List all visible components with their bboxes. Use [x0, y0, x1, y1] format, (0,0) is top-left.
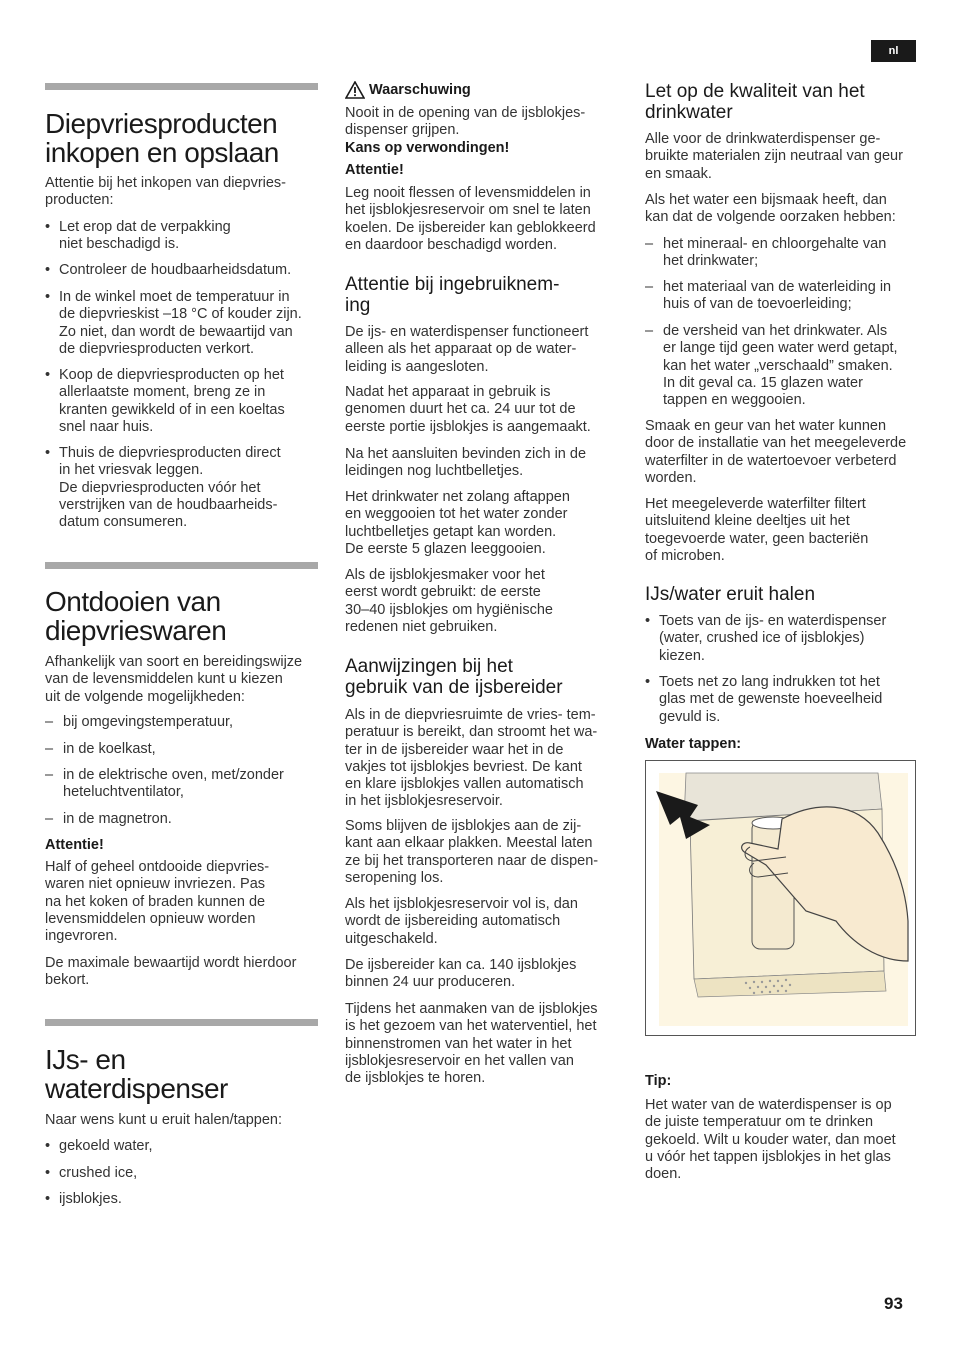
- attention-text: Leg nooit flessen of levensmiddelen in het ijsblokjesreservoir om snel te laten koelen. De ijsbereider kan geblokkeerd en daardoor beschadigd worden.: [345, 185, 596, 253]
- list-item: – bij omgevingstemperatuur,: [45, 714, 234, 730]
- tip-label: Tip:: [645, 1073, 672, 1089]
- attention-label: Attentie!: [345, 162, 404, 178]
- warning-bold: Kans op verwondingen!: [345, 140, 510, 156]
- paragraph: De ijs- en waterdispenser functioneert alleen als het apparaat op de water- leiding is aangesloten.: [345, 324, 589, 375]
- intro-text: Afhankelijk van soort en bereidingswijze van de levensmiddelen kunt u kiezen uit de volgende mogelijkheden:: [45, 654, 303, 705]
- list-item: • Toets net zo lang indrukken tot het glas met de gewenste hoeveelheid gevuld is.: [645, 674, 883, 725]
- paragraph: Smaak en geur van het water kunnen door de installatie van het meegeleverde waterfilter in de watertoevoer verbeterd worden.: [645, 418, 907, 486]
- section-divider: [45, 1019, 318, 1026]
- section-divider: [45, 83, 318, 90]
- list-item: • ijsblokjes.: [45, 1191, 122, 1207]
- closing-text: De maximale bewaartijd wordt hierdoor bekort.: [45, 955, 297, 989]
- paragraph: Na het aansluiten bevinden zich in de leidingen nog luchtbelletjes.: [345, 446, 587, 480]
- list-item: • Controleer de houdbaarheidsdatum.: [45, 262, 292, 278]
- warning-text: Nooit in de opening van de ijsblokjes- dispenser grijpen.: [345, 105, 586, 139]
- paragraph: Het meegeleverde waterfilter filtert uitsluitend kleine deeltjes uit het toegevoerde water, geen bacteriën of microben.: [645, 496, 869, 564]
- subsection-title: IJs/water eruit halen: [645, 584, 816, 605]
- list-item: – in de elektrische oven, met/zonder heteluchtventilator,: [45, 767, 284, 801]
- language-tag: nl: [871, 40, 916, 62]
- subsection-title: Aanwijzingen bij het gebruik van de ijsbereider: [345, 656, 563, 698]
- paragraph: Als in de diepvriesruimte de vries- tem- peratuur is bereikt, dan stroomt het wa- ter in de ijsbereider waar het in de vakjes tot ijsblokjes bevriest. De kant en klare ijsblokjes vallen automatisch in het ijsblokjesreservoir.: [345, 707, 598, 810]
- figure-label: Water tappen:: [645, 736, 742, 752]
- paragraph: Soms blijven de ijsblokjes aan de zij- kant aan elkaar plakken. Meestal laten ze bij het transporteren naar de dispen- seropening los.: [345, 818, 599, 886]
- list-item: – het materiaal van de waterleiding in huis of van de toevoerleiding;: [645, 279, 892, 313]
- list-item: – in de koelkast,: [45, 741, 156, 757]
- section-divider: [45, 562, 318, 569]
- list-item: • gekoeld water,: [45, 1138, 153, 1154]
- paragraph: Als de ijsblokjesmaker voor het eerst wordt gebruikt: de eerste 30–40 ijsblokjes om hygiënische redenen niet gebruiken.: [345, 567, 553, 635]
- paragraph: Nadat het apparaat in gebruik is genomen duurt het ca. 24 uur tot de eerste portie ijsblokjes is aangemaakt.: [345, 384, 591, 435]
- section-title-thawing: Ontdooien van diepvrieswaren: [45, 586, 227, 646]
- list-item: – de versheid van het drinkwater. Als er lange tijd geen water werd getapt, kan het water „verschaald” smaken. In dit geval ca. 15 glazen water tappen en weggooien.: [645, 323, 898, 409]
- paragraph: Tijdens het aanmaken van de ijsblokjes is het gezoem van het waterventiel, het binnenstromen van het water in het ijsblokjesreservoir en het vallen van de ijsblokjes te horen.: [345, 1001, 598, 1087]
- attention-text: Half of geheel ontdooide diepvries- waren niet opnieuw invriezen. Pas na het koken of braden kunnen de levensmiddelen opnieuw worden ingevroren.: [45, 859, 270, 945]
- section-title-frozen-products: Diepvriesproducten inkopen en opslaan: [45, 108, 279, 168]
- paragraph: Als het water een bijsmaak heeft, dan kan dat de volgende oorzaken hebben:: [645, 192, 896, 226]
- paragraph: De ijsbereider kan ca. 140 ijsblokjes binnen 24 uur produceren.: [345, 957, 577, 991]
- list-item: • Koop de diepvriesproducten op het allerlaatste moment, breng ze in kranten gewikkeld of in een koeltas snel naar huis.: [45, 367, 285, 435]
- list-item: • crushed ice,: [45, 1165, 138, 1181]
- list-item: – het mineraal- en chloorgehalte van het drinkwater;: [645, 236, 887, 270]
- tip-text: Het water van de waterdispenser is op de juiste temperatuur om te drinken gekoeld. Wilt u kouder water, dan moet u vóór het tappen ijsblokjes in het glas doen.: [645, 1097, 896, 1183]
- water-dispenser-illustration: [645, 760, 916, 1036]
- paragraph: Als het ijsblokjesreservoir vol is, dan wordt de ijsbereiding automatisch uitgeschakeld.: [345, 896, 578, 947]
- list-item: – in de magnetron.: [45, 811, 172, 827]
- subsection-title: Let op de kwaliteit van het drinkwater: [645, 81, 865, 123]
- list-item: • Toets van de ijs- en waterdispenser (water, crushed ice of ijsblokjes) kiezen.: [645, 613, 887, 664]
- section-title-dispenser: IJs- en waterdispenser: [45, 1044, 228, 1104]
- attention-label: Attentie!: [45, 837, 104, 853]
- water-dispenser-drawing: [646, 761, 915, 1035]
- list-item: • Let erop dat de verpakking niet beschadigd is.: [45, 219, 231, 253]
- subsection-title: Attentie bij ingebruiknem- ing: [345, 274, 560, 316]
- warning-label: Waarschuwing: [369, 82, 471, 98]
- list-item: • In de winkel moet de temperatuur in de diepvrieskist –18 °C of kouder zijn. Zo niet, dan wordt de bewaartijd van de diepvriesproducten verkort.: [45, 289, 302, 357]
- paragraph: Alle voor de drinkwaterdispenser ge- bruikte materialen zijn neutraal van geur en smaak.: [645, 131, 903, 182]
- intro-text: Attentie bij het inkopen van diepvries- producten:: [45, 175, 287, 209]
- page-number: 93: [884, 1294, 903, 1313]
- warning-triangle-icon: [345, 81, 365, 99]
- list-item: • Thuis de diepvriesproducten direct in het vriesvak leggen. De diepvriesproducten vóór het verstrijken van de houdbaarheids- datum consumeren.: [45, 445, 281, 531]
- paragraph: Het drinkwater net zolang aftappen en weggooien tot het water zonder luchtbelletjes getapt kan worden. De eerste 5 glazen leeggooien.: [345, 489, 570, 557]
- intro-text: Naar wens kunt u eruit halen/tappen:: [45, 1112, 282, 1128]
